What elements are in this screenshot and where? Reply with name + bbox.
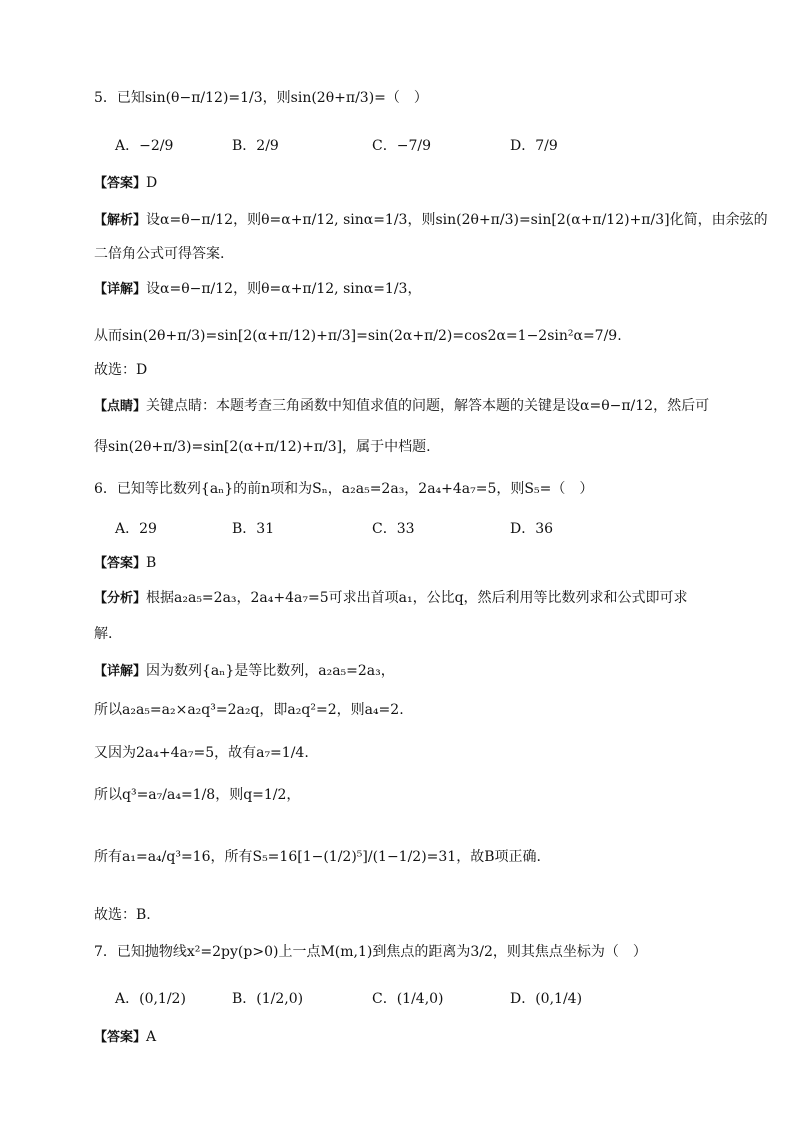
q5-choose: 故选：D (94, 362, 148, 378)
detail-tag: 【详解】 (94, 664, 147, 679)
q6-choose: 故选：B. (94, 907, 151, 923)
q6-detail-line-3: 又因为2a₄+4a₇=5，故有a₇=1/4. (94, 745, 309, 761)
answer-value: B (146, 555, 157, 571)
q6-answer (94, 553, 754, 574)
q7-option-d: D．(0,1/4) (510, 991, 583, 1007)
q5-comment-line-2: 得sin(2θ+π/3)=sin[2(α+π/12)+π/3]，属于中档题. (94, 439, 431, 455)
q5-stem: 5．已知sin(θ−π/12)=1/3，则sin(2θ+π/3)=（ ） (94, 90, 428, 106)
q5-option-b: B．2/9 (232, 138, 279, 154)
analysis-text: 设α=θ−π/12，则θ=α+π/12, sinα=1/3，则sin(2θ+π/3)=sin[2(α+π/12)+π/3]化简，由余弦的 (146, 212, 768, 228)
answer-value: A (146, 1029, 157, 1045)
q7-option-c: C．(1/4,0) (372, 991, 444, 1007)
answer-tag: 【答案】 (94, 1030, 147, 1045)
detail-text: 因为数列{aₙ}是等比数列，a₂a₅=2a₃， (146, 663, 395, 679)
q6-detail-line-4: 所以q³=a₇/a₄=1/8，则q=1/2， (94, 787, 301, 803)
answer-value: D (146, 175, 158, 191)
q5-answer (94, 173, 754, 194)
q6-detail-line-5: 所有a₁=a₄/q³=16，所有S₅=16[1−(1/2)⁵]/(1−1/2)=31，故B项正确. (94, 849, 541, 865)
q6-detail-line-1 (94, 661, 754, 682)
q5-analysis-line-1 (94, 210, 768, 231)
q6-option-a: A．29 (115, 521, 157, 537)
q6-option-c: C．33 (372, 521, 415, 537)
q7-option-a: A．(0,1/2) (115, 991, 186, 1007)
analysis-text: 根据a₂a₅=2a₃，2a₄+4a₇=5可求出首项a₁，公比q，然后利用等比数列求和公式即可求 (146, 590, 688, 606)
q6-option-b: B．31 (232, 521, 275, 537)
q5-comment-line-1 (94, 396, 754, 417)
q5-analysis-line-2: 二倍角公式可得答案. (94, 246, 225, 262)
q5-detail-line-2: 从而sin(2θ+π/3)=sin[2(α+π/12)+π/3]=sin(2α+π/2)=cos2α=1−2sin²α=7/9. (94, 328, 622, 344)
q6-option-d: D．36 (510, 521, 554, 537)
detail-tag: 【详解】 (94, 282, 147, 297)
analysis-tag: 【分析】 (94, 591, 147, 606)
comment-text: 关键点睛：本题考查三角函数中知值求值的问题，解答本题的关键是设α=θ−π/12，然后可 (146, 398, 710, 414)
comment-tag: 【点睛】 (94, 399, 147, 414)
answer-tag: 【答案】 (94, 556, 147, 571)
q7-answer (94, 1027, 754, 1048)
analysis-tag: 【解析】 (94, 213, 147, 228)
detail-text: 设α=θ−π/12，则θ=α+π/12, sinα=1/3， (146, 281, 422, 297)
q7-option-b: B．(1/2,0) (232, 991, 304, 1007)
answer-tag: 【答案】 (94, 176, 147, 191)
q6-analysis-line-2: 解. (94, 626, 113, 642)
q7-stem: 7．已知抛物线x²=2py(p>0)上一点M(m,1)到焦点的距离为3/2，则其焦点坐标为（ ） (94, 944, 647, 960)
q5-option-c: C．−7/9 (372, 138, 431, 154)
q6-stem: 6．已知等比数列{aₙ}的前n项和为Sₙ，a₂a₅=2a₃，2a₄+4a₇=5，则S₅=（ ） (94, 481, 594, 497)
q5-option-a: A．−2/9 (115, 138, 174, 154)
q6-analysis-line-1 (94, 588, 754, 609)
q6-detail-line-2: 所以a₂a₅=a₂×a₂q³=2a₂q，即a₂q²=2，则a₄=2. (94, 702, 404, 718)
q5-detail-line-1 (94, 279, 754, 300)
q5-option-d: D．7/9 (510, 138, 558, 154)
